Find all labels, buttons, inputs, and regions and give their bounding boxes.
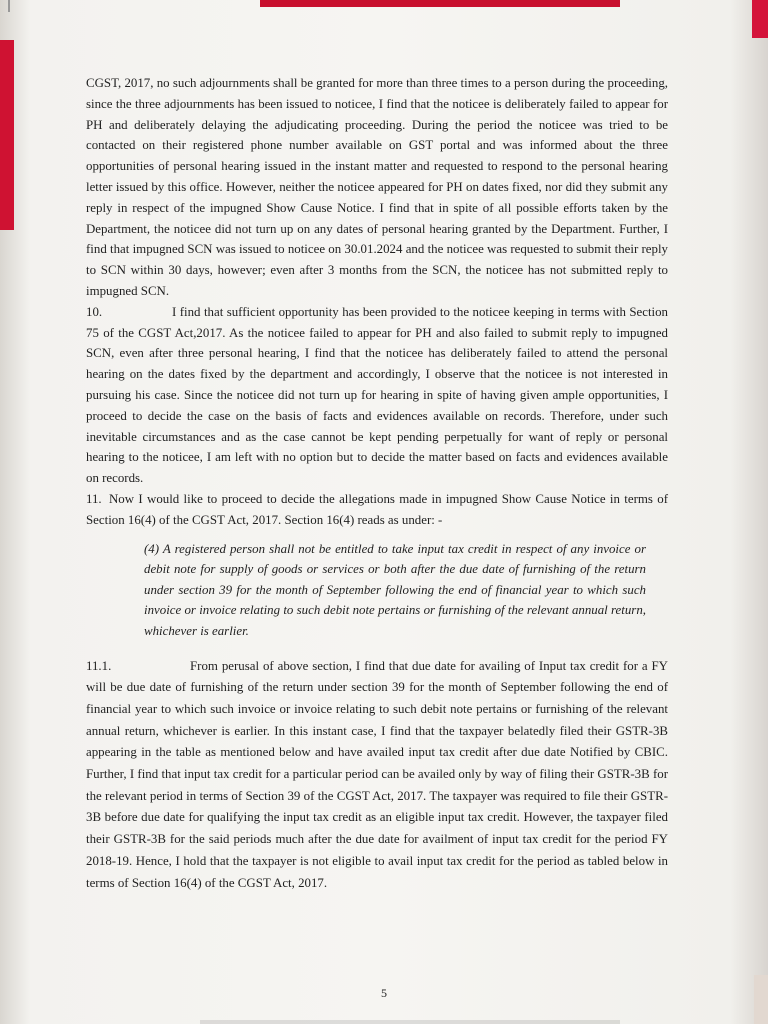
bottom-bleed-through (200, 1020, 620, 1024)
page-edge-mark (8, 0, 10, 12)
left-red-flag (0, 40, 14, 230)
paragraph-number: 10. (86, 304, 103, 319)
red-binder-tab (260, 0, 620, 7)
paragraph-text: I find that sufficient opportunity has been provided to the noticee keeping in terms with Section 75 of the CGST Act,2017. As the noticee failed to appear for PH and also failed to submit reply to impugned SCN, even after three personal hearing, I find that the noticee has deliberately failed to attend the personal hearing on the dates fixed by the department and accordingly, I observe that the noticee is not interested in pursuing his case. Since the noticee did not turn up for hearing in spite of having given ample opportunities, I proceed to decide the case on the basis of facts and evidences available on records. Therefore, under such inevitable circumstances and as the case cannot be kept pending perpetually for want of reply or personal hearing to the noticee, I am left with no option but to decide the matter based on facts and evidences available on records. (86, 304, 668, 486)
statute-quote: (4) A registered person shall not be entitled to take input tax credit in respect of any invoice or debit note for supply of goods or services or both after the due date of furnishing of the return under section 39 for the month of September following the end of financial year to which such invoice or invoice relating to such debit note pertains or furnishing of the relevant annual return, whichever is earlier. (144, 541, 646, 638)
paragraph-number: 11.1. (86, 658, 112, 673)
paragraph-number: 11. (86, 491, 102, 506)
paragraph-11 (86, 489, 668, 531)
paragraph-continued: CGST, 2017, no such adjournments shall be granted for more than three times to a person during the proceeding, since the three adjournments has been issued to noticee, I find that the noticee is deliberately failed to appear for PH and deliberately delaying the adjudicating proceeding. During the period the noticee was tried to be contacted on their registered phone number available on GST portal and was informed about the three opportunities of personal hearing issued in the instant matter and requested to respond to the personal hearing letter issued by this office. However, neither the noticee appeared for PH on dates fixed, nor did they submit any reply in respect of the impugned Show Cause Notice. I find that in spite of all possible efforts taken by the Department, the noticee did not turn up on any dates of personal hearing granted by the Department. Further, I find that impugned SCN was issued to noticee on 30.01.2024 and the noticee was requested to submit their reply to SCN within 30 days, however; even after 3 months from the SCN, the noticee has not submitted reply to impugned SCN. (86, 76, 668, 298)
paragraph-text: Now I would like to proceed to decide the allegations made in impugned Show Cause Notice in terms of Section 16(4) of the CGST Act, 2017. Section 16(4) reads as under: - (86, 491, 668, 527)
document-body (86, 73, 668, 894)
paragraph-11-1 (86, 656, 668, 895)
paragraph-text: From perusal of above section, I find that due date for availing of Input tax credit for a FY will be due date of furnishing of the return under section 39 for the month of September following the end of financial year to which such invoice or invoice relating to such debit note pertains or furnishing of the relevant annual return, whichever is earlier. In this instant case, I find that the taxpayer belatedly filed their GSTR-3B appearing in the table as mentioned below and have availed input tax credit after due date Notified by CBIC. Further, I find that input tax credit for a particular period can be availed only by way of filing their GSTR-3B for the relevant period in terms of Section 39 of the CGST Act, 2017. The taxpayer was required to file their GSTR-3B before due date for qualifying the input tax credit as an eligible input tax credit. However, the taxpayer filed their GSTR-3B for the said periods much after the due date for availment of input tax credit for the period FY 2018-19. Hence, I hold that the taxpayer is not eligible to avail input tax credit for the period as tabled below in terms of Section 16(4) of the CGST Act, 2017. (86, 658, 668, 890)
paragraph-10 (86, 302, 668, 489)
right-red-flag (752, 0, 768, 38)
page-number: 5 (381, 986, 387, 1000)
